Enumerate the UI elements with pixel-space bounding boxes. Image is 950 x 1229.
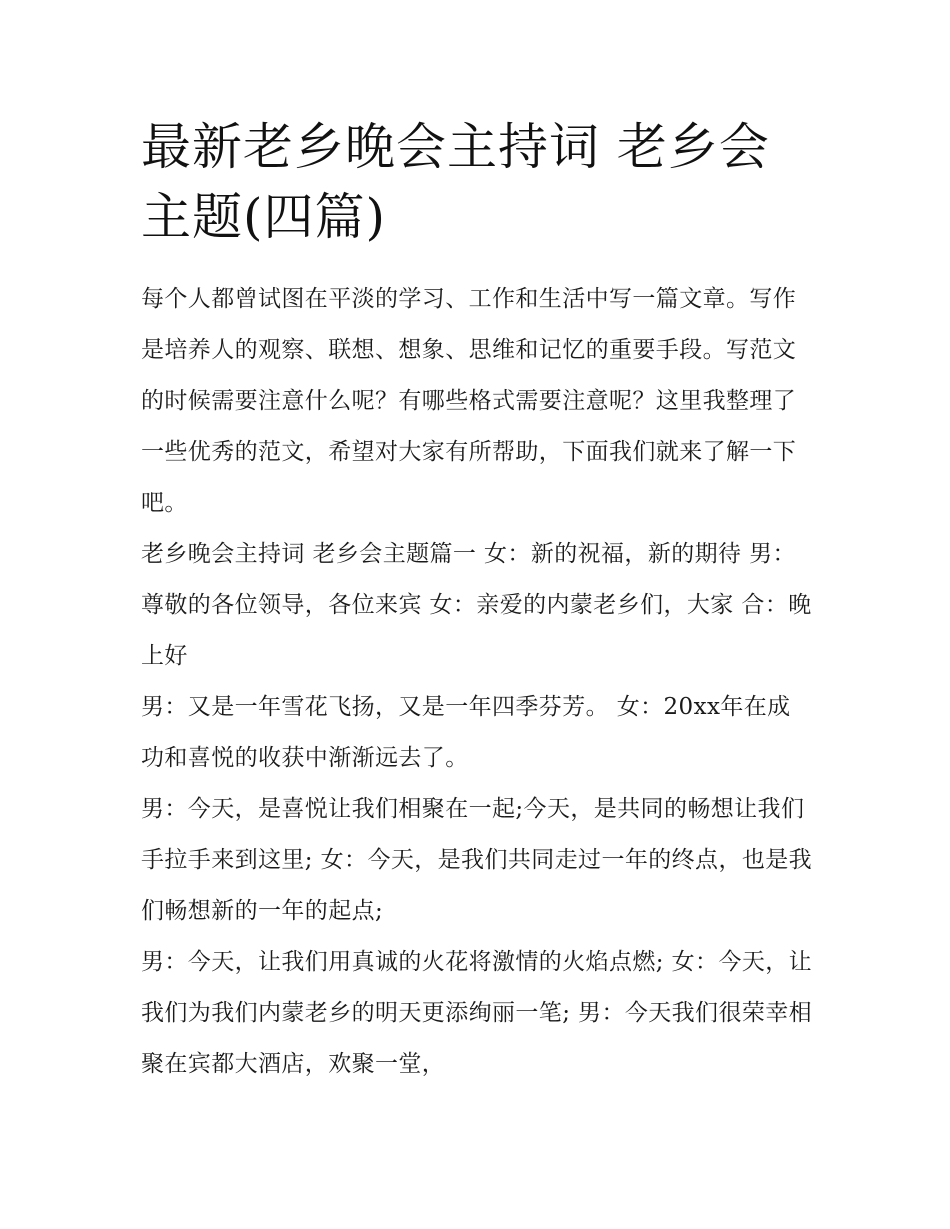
document-body bbox=[141, 274, 813, 1090]
document-title: 最新老乡晚会主持词 老乡会主题(四篇) bbox=[141, 118, 770, 246]
body-paragraph-passion: 男：今天，让我们用真诚的火花将激情的火焰点燃; 女：今天，让我们为我们内蒙老乡的明天更添绚丽一笔; 男：今天我们很荣幸相聚在宾都大酒店，欢聚一堂， bbox=[141, 949, 813, 1077]
document-page bbox=[141, 112, 813, 1090]
body-paragraph-snow: 男：又是一年雪花飞扬，又是一年四季芬芳。 女：20xx年在成功和喜悦的收获中渐渐远去了。 bbox=[141, 694, 791, 771]
body-paragraph-gathering: 男：今天，是喜悦让我们相聚在一起;今天，是共同的畅想让我们手拉手来到这里; 女：今天，是我们共同走过一年的终点，也是我们畅想新的一年的起点; bbox=[141, 796, 813, 924]
body-paragraph-opening: 老乡晚会主持词 老乡会主题篇一 女：新的祝福，新的期待 男：尊敬的各位领导，各位来宾 女：亲爱的内蒙老乡们，大家 合：晚上好 bbox=[141, 541, 812, 669]
body-paragraph-intro: 每个人都曾试图在平淡的学习、工作和生活中写一篇文章。写作是培养人的观察、联想、想象、思维和记忆的重要手段。写范文的时候需要注意什么呢？有哪些格式需要注意呢？这里我整理了一些优秀的范文，希望对大家有所帮助，下面我们就来了解一下吧。 bbox=[141, 286, 797, 516]
